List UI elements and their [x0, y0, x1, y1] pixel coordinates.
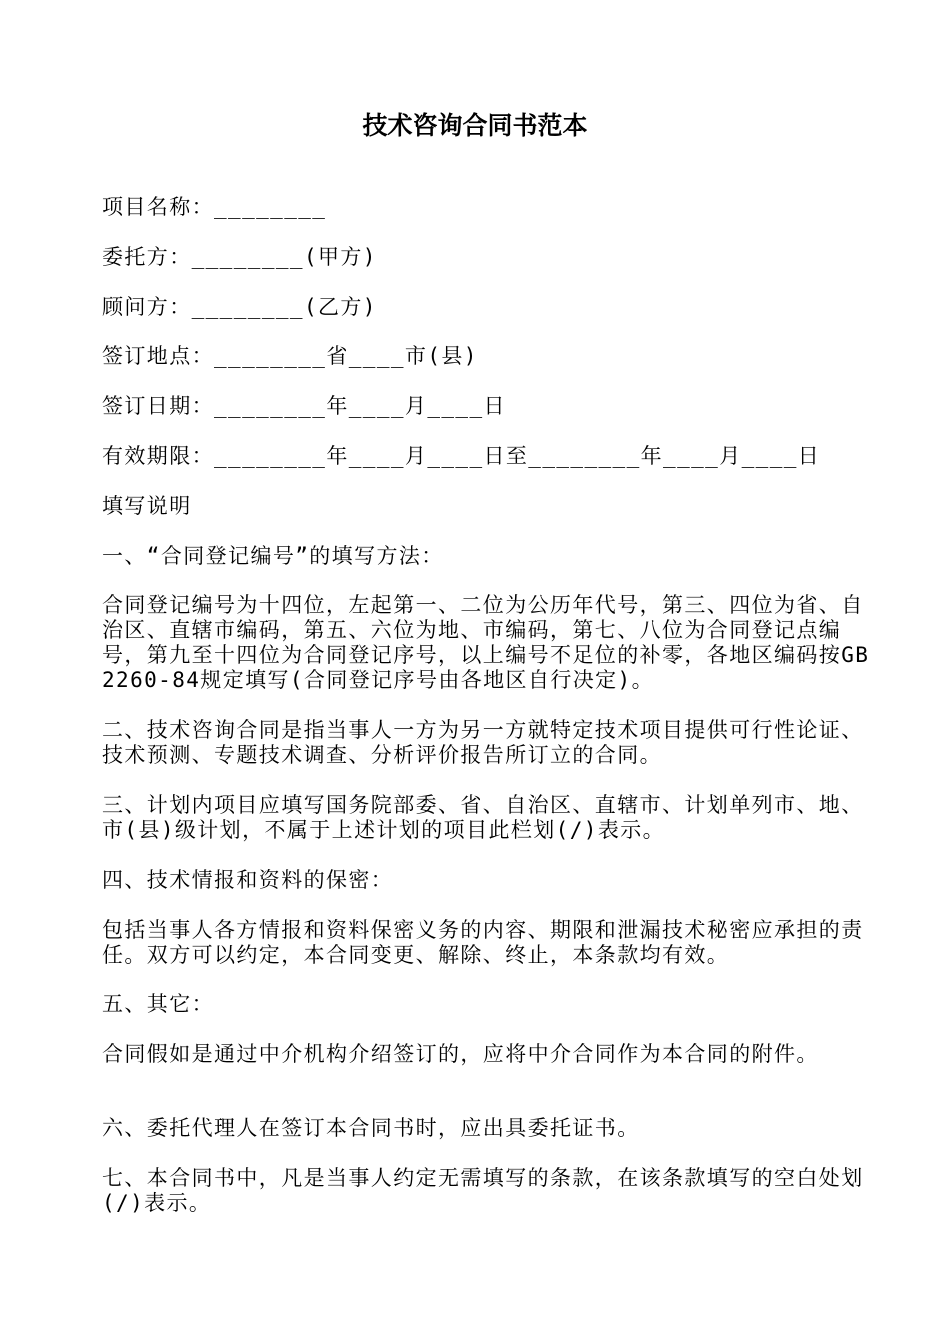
section-4-heading: 四、技术情报和资料的保密： [102, 867, 394, 892]
section-4-body: 包括当事人各方情报和资料保密义务的内容、期限和泄漏技术秘密应承担的责任。双方可以约定，本合同变更、解除、终止，本条款均有效。 [102, 917, 864, 967]
field-client: 委托方：________(甲方) [102, 244, 377, 269]
section-2-body: 二、技术咨询合同是指当事人一方为另一方就特定技术项目提供可行性论证、技术预测、专题技术调查、分析评价报告所订立的合同。 [102, 718, 864, 768]
section-3-body: 三、计划内项目应填写国务院部委、省、自治区、直辖市、计划单列市、地、市(县)级计划，不属于上述计划的项目此栏划(/)表示。 [102, 792, 864, 842]
instructions-heading: 填写说明 [102, 493, 192, 518]
field-validity-period: 有效期限：________年____月____日至________年____月____日 [102, 443, 821, 468]
section-1-heading: 一、“合同登记编号”的填写方法： [102, 543, 444, 568]
section-6-body: 六、委托代理人在签订本合同书时，应出具委托证书。 [102, 1116, 640, 1141]
document-body [102, 195, 872, 1241]
document-title: 技术咨询合同书范本 [362, 111, 588, 140]
section-5-body: 合同假如是通过中介机构介绍签订的，应将中介合同作为本合同的附件。 [102, 1042, 819, 1067]
section-7-body: 七、本合同书中，凡是当事人约定无需填写的条款，在该条款填写的空白处划(/)表示。 [102, 1165, 864, 1215]
field-consultant: 顾问方：________(乙方) [102, 294, 377, 319]
section-5-heading: 五、其它： [102, 992, 214, 1017]
field-signing-place: 签订地点：________省____市(县) [102, 344, 478, 369]
section-1-body: 合同登记编号为十四位，左起第一、二位为公历年代号，第三、四位为省、自治区、直辖市编码，第五、六位为地、市编码，第七、八位为合同登记点编号，第九至十四位为合同登记序号，以上编号不足位的补零，各地区编码按GB2260-84规定填写(合同登记序号由各地区自行决定)。 [102, 593, 870, 693]
field-signing-date: 签订日期：________年____月____日 [102, 394, 506, 419]
field-project-name: 项目名称：________ [102, 195, 327, 219]
